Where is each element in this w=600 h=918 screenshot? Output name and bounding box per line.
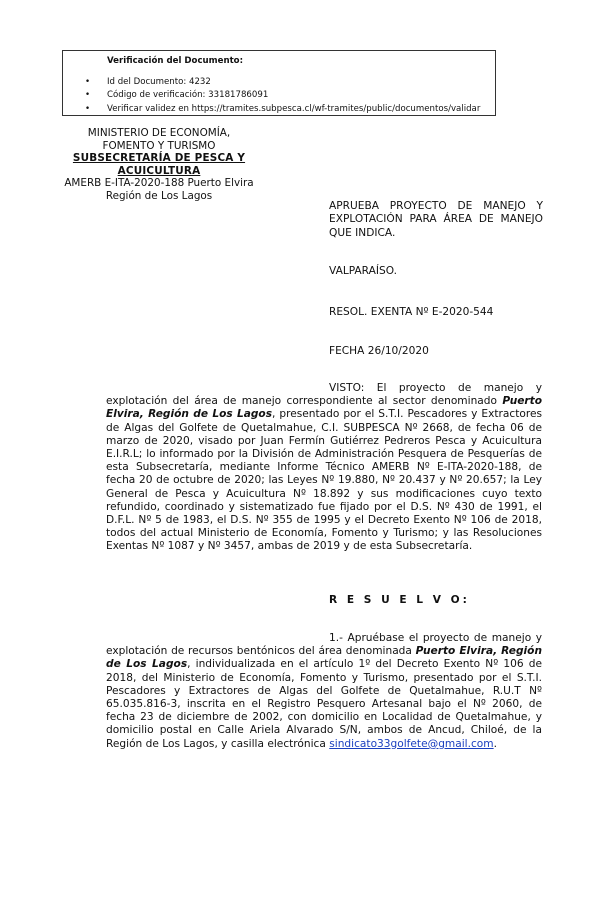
area-name: Puerto Elvira, Región de Los Lagos: [106, 645, 542, 671]
ministry-name: MINISTERIO DE ECONOMÍA,: [87, 127, 231, 139]
place: VALPARAÍSO.: [329, 265, 397, 277]
verification-item-id: • Id del Documento: 4232: [63, 76, 480, 89]
amerb-reference: AMERB E-ITA-2020-188 Puerto Elvira: [64, 177, 254, 189]
visto-paragraph: VISTO: El proyecto de manejo y explotación del área de manejo correspondiente al sector denominado Puerto Elvira, Región de Los Lagos, presentado por el S.T.I. Pescadores y Extractores de Algas del Golfete de Quetalmahue, C.I. SUBPESCA Nº 2668, de fecha 06 de marzo de 2020, visado por Juan Fermín Gutiérrez Pedreros Pesca y Acuicultura E.I.R.L; lo informado por la División de Administración Pesquera de Pesquerías de esta Subsecretaría, mediante Informe Técnico AMERB Nº E-ITA-2020-188, de fecha 20 de octubre de 2020; las Leyes Nº 19.880, Nº 20.437 y Nº 20.657; la Ley General de Pesca y Acuicultura Nº 18.892 y sus modificaciones cuyo texto refundido, coordinado y sistematizado fue fijado por el D.S. Nº 430 de 1991, el D.F.L. Nº 5 de 1983, el D.S. Nº 355 de 1995 y el Decreto Exento Nº 106 de 2018, todos del actual Ministerio de Economía, Fomento y Turismo; y las Resoluciones Exentas Nº 1087 y Nº 3457, ambas de 2019 y de esta Subsecretaría.: [106, 382, 542, 553]
verification-list: [63, 76, 480, 116]
verification-item-code: • Código de verificación: 33181786091: [63, 89, 480, 102]
subsecretaria-name: SUBSECRETARÍA DE PESCA Y ACUICULTURA: [72, 152, 246, 177]
resolution-number: RESOL. EXENTA Nº E-2020-544: [329, 306, 494, 318]
verification-title: Verificación del Documento:: [107, 56, 244, 66]
ministry-name-2: FOMENTO Y TURISMO: [102, 139, 216, 152]
visto-label: VISTO:: [329, 382, 365, 394]
subject: APRUEBA PROYECTO DE MANEJO Y EXPLOTACIÓN PARA ÁREA DE MANEJO QUE INDICA.: [329, 200, 543, 239]
region-name: Región de Los Lagos: [105, 189, 213, 202]
resuelvo-heading: R E S U E L V O:: [329, 594, 470, 606]
verification-item-url: • Verificar validez en https://tramites.subpesca.cl/wf-tramites/public/documentos/validar: [63, 103, 480, 116]
bullet-icon: •: [85, 103, 91, 114]
email-link[interactable]: sindicato33golfete@gmail.com: [329, 737, 494, 750]
verification-box: [62, 50, 496, 116]
area-name: Puerto Elvira, Región de Los Lagos: [106, 395, 542, 421]
bullet-icon: •: [85, 90, 91, 101]
bullet-icon: •: [85, 77, 91, 87]
resolution-date: FECHA 26/10/2020: [329, 345, 429, 357]
ministry-header: [36, 127, 282, 202]
article-1-paragraph: 1.- Apruébase el proyecto de manejo y explotación de recursos bentónicos del área denominada Puerto Elvira, Región de Los Lagos, individualizada en el artículo 1º del Decreto Exento Nº 106 de 2018, del Ministerio de Economía, Fomento y Turismo, presentado por el S.T.I. Pescadores y Extractores de Algas del Golfete de Quetalmahue, R.U.T Nº 65.035.816-3, inscrita en el Registro Pesquero Artesanal bajo el Nº 2060, de fecha 23 de diciembre de 2002, con domicilio en Localidad de Quetalmahue, y domicilio postal en Calle Ariela Alvarado S/N, ambos de Ancud, Chiloé, de la Región de Los Lagos, y casilla electrónica sindicato33golfete@gmail.com.: [106, 632, 542, 750]
